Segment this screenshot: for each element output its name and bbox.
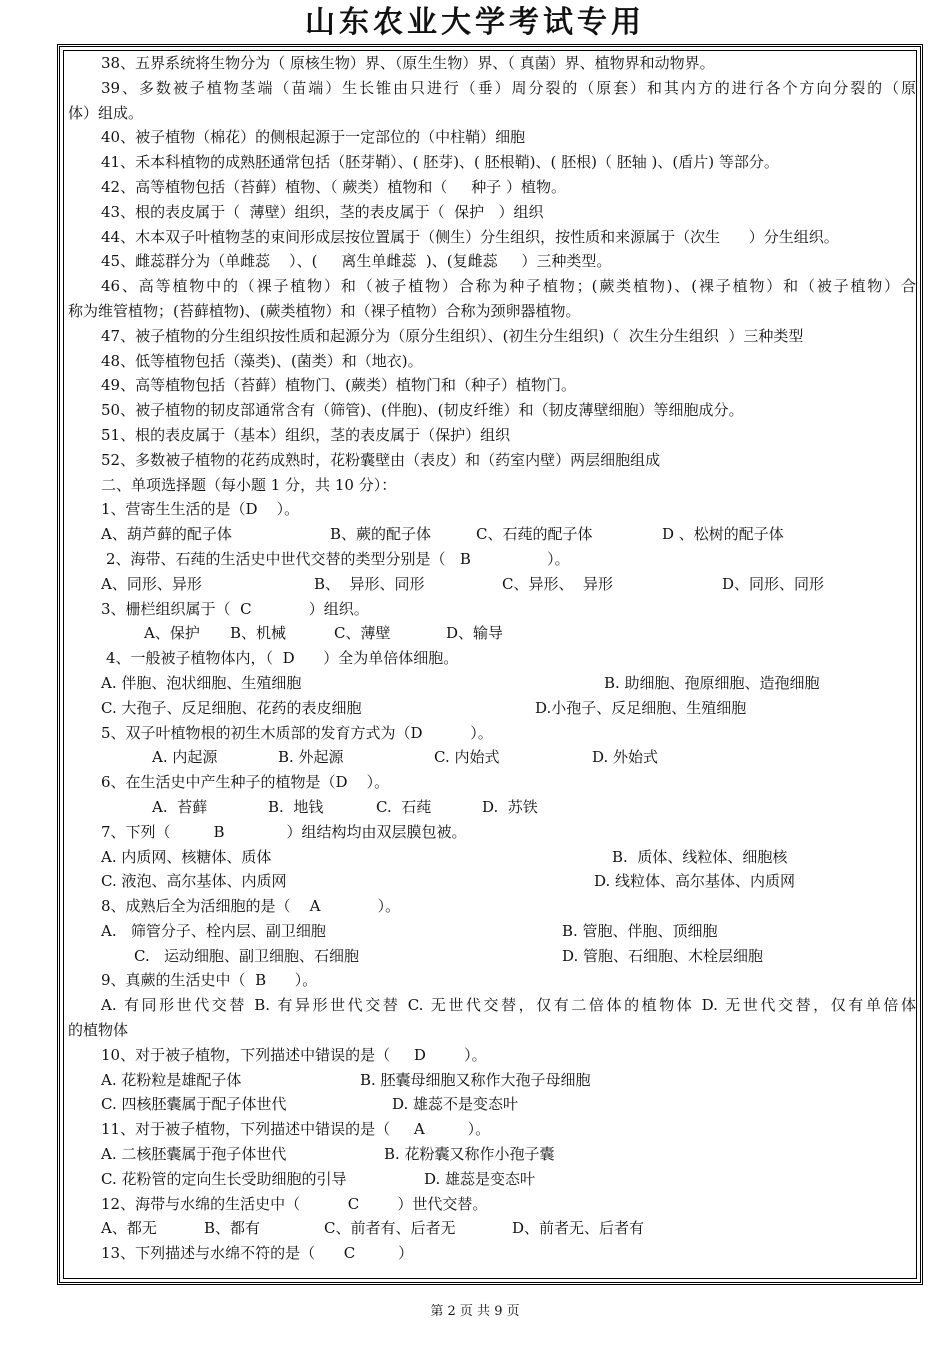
fill-in-46-continued: 称为维管植物；(苔藓植物)、(蕨类植物）和（裸子植物）合称为颈卵器植物。	[68, 301, 581, 320]
option-c: C. 液泡、高尔基体、内质网	[101, 872, 287, 891]
option-a: A. 内质网、核糖体、质体	[101, 847, 272, 866]
option-b: B、都有	[204, 1219, 261, 1238]
question-11-stem: 11、对于被子植物，下列描述中错误的是（ A ）。	[101, 1120, 491, 1139]
option-c: C. 内始式	[434, 748, 500, 767]
question-2-stem: 2、海带、石莼的生活史中世代交替的类型分别是（ B ）。	[106, 549, 570, 568]
option-d: D、前者无、后者有	[512, 1219, 645, 1238]
option-d: D. 雄蕊不是变态叶	[392, 1095, 519, 1114]
option-b: B、机械	[230, 624, 287, 643]
question-6-options	[68, 795, 916, 820]
fill-in-40: 40、被子植物（棉花）的侧根起源于一定部位的（中柱鞘）细胞	[101, 128, 526, 147]
option-d: D. 线粒体、高尔基体、内质网	[594, 872, 796, 891]
question-11-options-row-1	[68, 1142, 916, 1167]
question-12-options	[68, 1216, 916, 1241]
option-a: A、保护	[144, 624, 200, 643]
option-a: A、都无	[101, 1219, 157, 1238]
option-b: B. 助细胞、孢原细胞、造孢细胞	[604, 673, 820, 692]
question-9-options: A. 有同形世代交替 B. 有异形世代交替 C. 无世代交替，仅有二倍体的植物体 D. 无世代交替，仅有单倍体	[101, 996, 916, 1015]
option-a: A. 苔藓	[152, 797, 208, 816]
option-d: D、输导	[446, 624, 504, 643]
fill-in-45: 45、雌蕊群分为（单雌蕊 ）、( 离生单雌蕊 )、(复雌蕊 ）三种类型。	[101, 252, 612, 271]
option-a: A. 筛管分子、栓内层、副卫细胞	[101, 921, 326, 940]
section-heading: 二、单项选择题（每小题 1 分，共 10 分）：	[101, 475, 397, 494]
page-header-title: 山东农业大学考试专用	[305, 5, 645, 40]
option-d: D. 苏铁	[482, 797, 538, 816]
fill-in-51: 51、根的表皮属于（基本）组织，茎的表皮属于（保护）组织	[101, 425, 511, 444]
option-c: C、石莼的配子体	[476, 525, 593, 544]
option-c: C. 大孢子、反足细胞、花药的表皮细胞	[101, 698, 362, 717]
option-c: C、前者有、后者无	[324, 1219, 456, 1238]
question-4-options-row-2	[68, 696, 916, 721]
question-8-options-row-1	[68, 919, 916, 944]
fill-in-39-continued: 体）组成。	[68, 103, 144, 122]
question-1-stem: 1、营寄生生活的是（D ）。	[101, 500, 300, 519]
question-8-options-row-2	[68, 944, 916, 969]
question-9-options-continued: 的植物体	[68, 1021, 129, 1040]
question-7-options-row-1	[68, 845, 916, 870]
question-7-options-row-2	[68, 869, 916, 894]
fill-in-42: 42、高等植物包括（苔藓）植物、（ 蕨类）植物和（ 种子 ）植物。	[101, 177, 566, 196]
option-b: B. 胚囊母细胞又称作大孢子母细胞	[360, 1070, 591, 1089]
option-a: A、同形、异形	[101, 574, 202, 593]
option-d: D. 雄蕊是变态叶	[424, 1169, 536, 1188]
question-7-stem: 7、下列（ B ）组结构均由双层膜包被。	[101, 822, 467, 841]
exam-content	[68, 51, 916, 1266]
fill-in-41: 41、禾本科植物的成熟胚通常包括（胚芽鞘）、( 胚芽)、( 胚根鞘)、( 胚根)（ 胚轴 )、(盾片) 等部分。	[101, 153, 779, 172]
question-10-stem: 10、对于被子植物，下列描述中错误的是（ D ）。	[101, 1045, 487, 1064]
option-b: B. 地钱	[268, 797, 324, 816]
option-b: B. 花粉囊又称作小孢子囊	[384, 1145, 555, 1164]
fill-in-50: 50、被子植物的韧皮部通常含有（筛管)、(伴胞)、(韧皮纤维）和（韧皮薄壁细胞）等细胞成分。	[101, 401, 744, 420]
fill-in-43: 43、根的表皮属于（ 薄壁）组织，茎的表皮属于（ 保护 ）组织	[101, 202, 544, 221]
question-9-stem: 9、真蕨的生活史中（ B ）。	[101, 971, 318, 990]
option-b: B. 外起源	[278, 748, 344, 767]
fill-in-39: 39、多数被子植物茎端（苗端）生长锥由只进行（垂）周分裂的（原套）和其内方的进行各个方向分裂的（原	[101, 78, 916, 97]
question-11-options-row-2	[68, 1167, 916, 1192]
option-a: A. 内起源	[152, 748, 218, 767]
option-c: C. 运动细胞、副卫细胞、石细胞	[134, 946, 360, 965]
question-12-stem: 12、海带与水绵的生活史中（ C ）世代交替。	[101, 1194, 488, 1213]
question-2-options	[68, 572, 916, 597]
option-d: D. 管胞、石细胞、木栓层细胞	[562, 946, 764, 965]
question-5-stem: 5、双子叶植物根的初生木质部的发育方式为（D ）。	[101, 723, 493, 742]
option-a: A、葫芦藓的配子体	[101, 525, 232, 544]
question-4-options-row-1	[68, 671, 916, 696]
option-c: C. 四核胚囊属于配子体世代	[101, 1095, 287, 1114]
fill-in-52: 52、多数被子植物的花药成熟时，花粉囊壁由（表皮）和（药室内壁）两层细胞组成	[101, 450, 661, 469]
option-d: D. 外始式	[592, 748, 659, 767]
question-1-options	[68, 522, 916, 547]
fill-in-38: 38、五界系统将生物分为（ 原核生物）界、（原生生物）界、（ 真菌）界、植物界和动物界。	[101, 54, 715, 72]
option-a: A. 二核胚囊属于孢子体世代	[101, 1145, 287, 1164]
fill-in-49: 49、高等植物包括（苔藓）植物门、(蕨类）植物门和（种子）植物门。	[101, 376, 576, 395]
option-c: C、薄壁	[334, 624, 391, 643]
option-c: C. 石莼	[376, 797, 432, 816]
option-d: D 、松树的配子体	[662, 525, 784, 544]
option-b: B. 管胞、伴胞、顶细胞	[562, 921, 718, 940]
option-d: D.小孢子、反足细胞、生殖细胞	[535, 698, 747, 717]
question-3-options	[68, 621, 916, 646]
question-5-options	[68, 745, 916, 770]
fill-in-44: 44、木本双子叶植物茎的束间形成层按位置属于（侧生）分生组织，按性质和来源属于（次生 ）分生组织。	[101, 227, 839, 246]
option-b: B、蕨的配子体	[330, 525, 432, 544]
option-c: C. 花粉管的定向生长受助细胞的引导	[101, 1169, 347, 1188]
page-number: 第 2 页 共 9 页	[430, 1304, 520, 1319]
question-4-stem: 4、一般被子植物体内，（ D ）全为单倍体细胞。	[106, 649, 459, 668]
option-b: B、 异形、同形	[314, 574, 425, 593]
option-a: A. 花粉粒是雄配子体	[101, 1070, 242, 1089]
question-6-stem: 6、在生活史中产生种子的植物是（D ）。	[101, 773, 390, 792]
question-10-options-row-1	[68, 1068, 916, 1093]
question-10-options-row-2	[68, 1092, 916, 1117]
option-b: B. 质体、线粒体、细胞核	[612, 847, 788, 866]
option-c: C、异形、 异形	[502, 574, 614, 593]
fill-in-47: 47、被子植物的分生组织按性质和起源分为（原分生组织）、(初生分生组织)（ 次生分生组织 ）三种类型	[101, 326, 804, 345]
fill-in-46: 46、高等植物中的（裸子植物）和（被子植物）合称为种子植物；(蕨类植物)、(裸子植物）和（被子植物）合	[101, 277, 916, 296]
option-a: A. 伴胞、泡状细胞、生殖细胞	[101, 673, 302, 692]
option-d: D、同形、同形	[722, 574, 825, 593]
question-13-stem: 13、下列描述与水绵不符的是（ C ）	[101, 1244, 414, 1263]
question-8-stem: 8、成熟后全为活细胞的是（ A ）。	[101, 897, 401, 916]
fill-in-48: 48、低等植物包括（藻类)、(菌类）和（地衣)。	[101, 351, 423, 370]
question-3-stem: 3、栅栏组织属于（ C ）组织。	[101, 599, 369, 618]
